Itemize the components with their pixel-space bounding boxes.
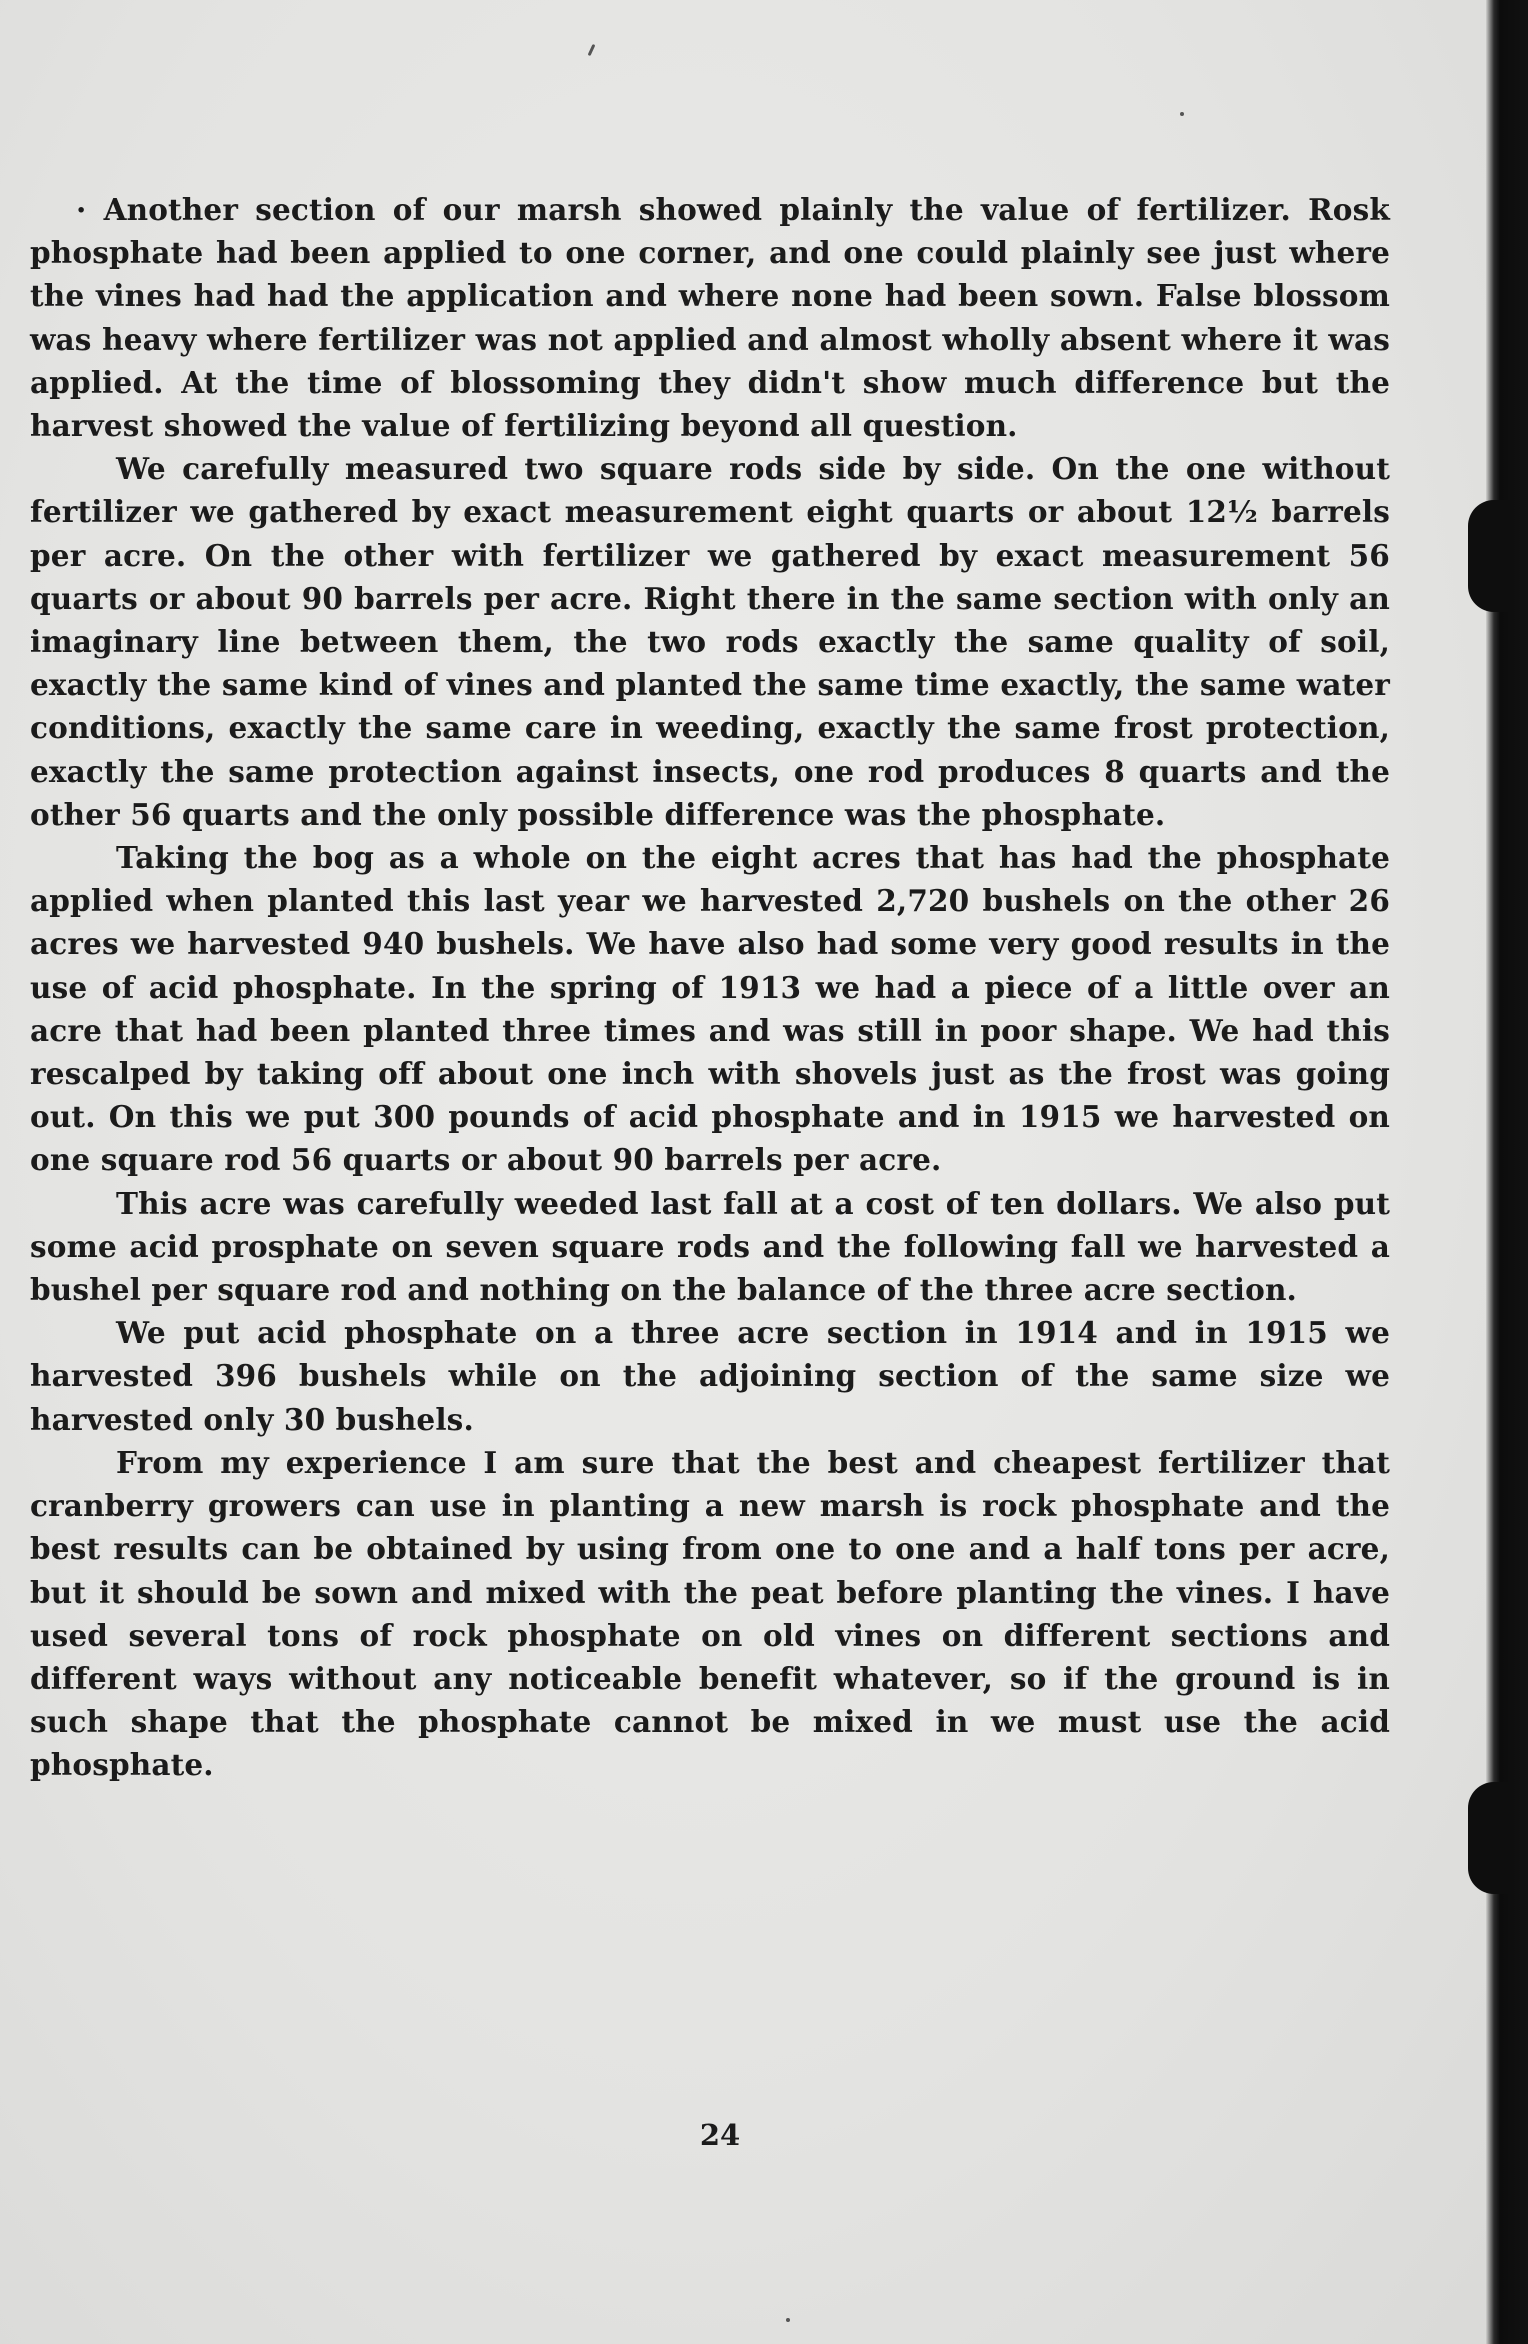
page-number: 24	[699, 2118, 741, 2152]
scan-speck	[786, 2318, 790, 2322]
binding-tab	[1468, 500, 1508, 612]
scan-speck	[588, 44, 596, 56]
binding-tab	[1468, 1782, 1508, 1894]
body-text	[30, 188, 1390, 1787]
paragraph: We carefully measured two square rods side by side. On the one without fertilizer we gathered by exact measurement eight quarts or about 12½ barrels per acre. On the other with fertilizer we gathered by exact measurement 56 quarts or about 90 barrels per acre. Right there in the same section with only an imaginary line between them, the two rods exactly the same quality of soil, exactly the same kind of vines and planted the same time exactly, the same water conditions, exactly the same care in weeding, exactly the same frost protection, exactly the same protection against insects, one rod produces 8 quarts and the other 56 quarts and the only possible difference was the phosphate.	[30, 451, 1390, 832]
scan-speck	[1180, 112, 1184, 116]
paragraph: From my experience I am sure that the best and cheapest fertilizer that cranberry growers can use in planting a new marsh is rock phosphate and the best results can be obtained by using from one to one and a half tons per acre, but it should be sown and mixed with the peat before planting the vines. I have used several tons of rock phosphate on old vines on different sections and different ways without any noticeable benefit whatever, so if the ground is in such shape that the phosphate cannot be mixed in we must use the acid phosphate.	[30, 1444, 1390, 1783]
paragraph: Taking the bog as a whole on the eight acres that has had the phosphate applied when planted this last year we harvested 2,720 bushels on the other 26 acres we harvested 940 bushels. We have also had some very good results in the use of acid phosphate. In the spring of 1913 we had a piece of a little over an acre that had been planted three times and was still in poor shape. We had this rescalped by taking off about one inch with shovels just as the frost was going out. On this we put 300 pounds of acid phosphate and in 1915 we harvested on one square rod 56 quarts or about 90 barrels per acre.	[30, 840, 1390, 1178]
binding-spine	[1486, 0, 1528, 2344]
paragraph: This acre was carefully weeded last fall at a cost of ten dollars. We also put some acid prosphate on seven square rods and the following fall we harvested a bushel per square rod and nothing on the balance of the three acre section.	[30, 1185, 1390, 1308]
paragraph: We put acid phosphate on a three acre section in 1914 and in 1915 we harvested 396 bushels while on the adjoining section of the same size we harvested only 30 bushels.	[30, 1315, 1390, 1437]
paragraph: · Another section of our marsh showed plainly the value of fertilizer. Rosk phosphate had been applied to one corner, and one could plainly see just where the vines had had the application and where none had been sown. False blossom was heavy where fertilizer was not applied and almost wholly absent where it was applied. At the time of blossoming they didn't show much difference but the harvest showed the value of fertilizing beyond all question.	[30, 192, 1390, 444]
